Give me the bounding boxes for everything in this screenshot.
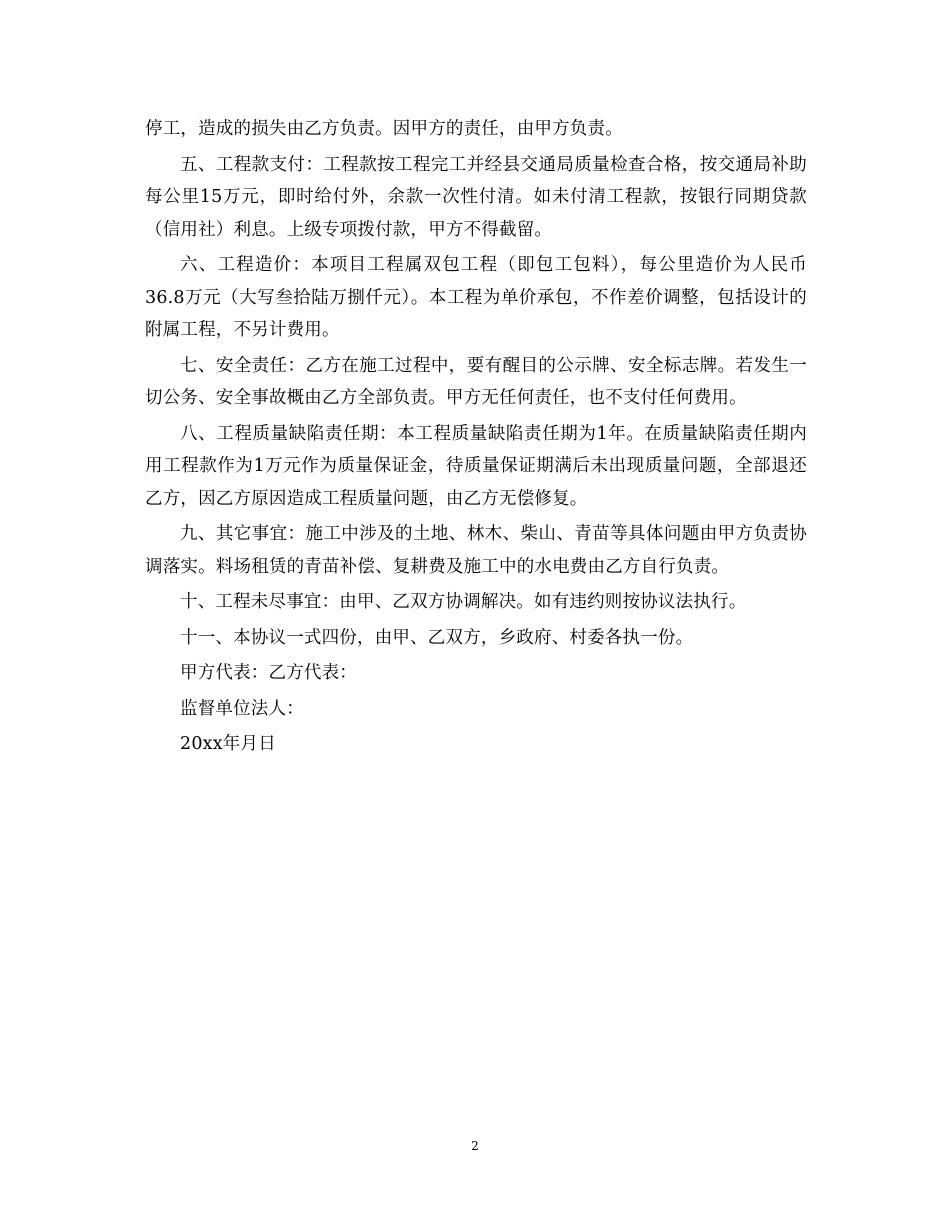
paragraph-other-matters: 九、其它事宜：施工中涉及的土地、林木、柴山、青苗等具体问题由甲方负责协调落实。料场租赁的青苗补偿、复耕费及施工中的水电费由乙方自行负责。 [145,524,807,577]
signature-supervisor: 监督单位法人： [180,698,304,719]
signature-date: 20xx年月日 [180,734,276,754]
paragraph-safety: 七、安全责任：乙方在施工过程中，要有醒目的公示牌、安全标志牌。若发生一切公务、安全事故概由乙方全部负责。甲方无任何责任，也不支付任何费用。 [145,355,807,408]
paragraph-continuation: 停工，造成的损失由乙方负责。因甲方的责任，由甲方负责。 [145,119,623,139]
paragraph-cost: 六、工程造价：本项目工程属双包工程（即包工包料），每公里造价为人民币36.8万元（大写叁拾陆万捌仟元）。本工程为单价承包，不作差价调整，包括设计的附属工程，不另计费用。 [145,255,807,340]
paragraph-copies: 十一、本协议一式四份，由甲、乙双方，乡政府、村委各执一份。 [180,627,694,648]
signature-representatives: 甲方代表：乙方代表： [180,663,357,683]
paragraph-unresolved-matters: 十、工程未尽事宜：由甲、乙双方协调解决。如有违约则按协议法执行。 [180,592,747,612]
document-body [145,113,807,764]
paragraph-payment: 五、工程款支付：工程款按工程完工并经县交通局质量检查合格，按交通局补助每公里15万元，即时给付外，余款一次性付清。如未付清工程款，按银行同期贷款（信用社）利息。上级专项拨付款，甲方不得截留。 [145,154,807,240]
page-number: 2 [471,1139,479,1153]
paragraph-defect-liability: 八、工程质量缺陷责任期：本工程质量缺陷责任期为1年。在质量缺陷责任期内用工程款作为1万元作为质量保证金，待质量保证期满后未出现质量问题，全部退还乙方，因乙方原因造成工程质量问题，由乙方无偿修复。 [145,423,807,509]
